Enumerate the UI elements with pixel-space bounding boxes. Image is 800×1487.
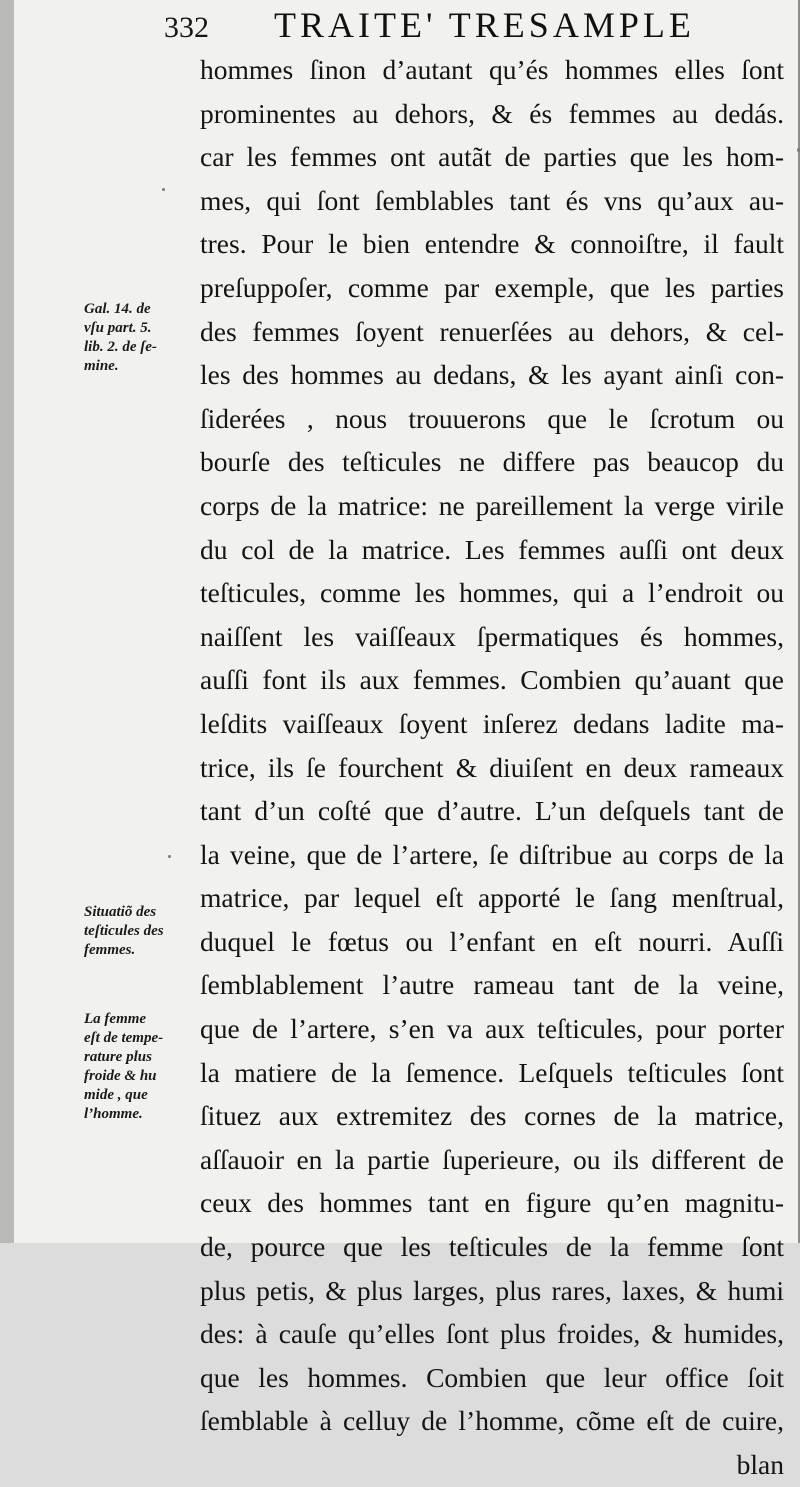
text-line: ſemblable à celluy de l’homme, cõme eſt de cuire, (200, 1405, 784, 1437)
margin-note-line: mide , que (84, 1087, 148, 1103)
margin-note-line: rature plus (84, 1049, 152, 1065)
text-line: ſemblablement l’autre rameau tant de la veine, (200, 969, 784, 1001)
text-line: la matiere de la ſemence. Leſquels teſticules ſont (200, 1056, 784, 1088)
body-text (200, 48, 784, 1487)
text-line: que de l’artere, s’en va aux teſticules, pour porter (200, 1013, 784, 1045)
margin-note-testicle-situation (84, 903, 196, 960)
margin-note-line: froide & hu (84, 1068, 157, 1084)
text-line: duquel le fœtus ou l’enfant en eſt nourri. Auſſi (200, 925, 784, 957)
text-line: mes, qui ſont ſemblables tant és vns qu’aux au- (200, 184, 784, 216)
text-line: preſuppoſer, comme par exemple, que les parties (200, 271, 784, 303)
margin-note-line: teſticules des (84, 923, 164, 939)
margin-note-line: vſu part. 5. (84, 320, 152, 336)
margin-note-line: lib. 2. de ſe- (84, 339, 157, 355)
text-line: ſiderées , nous trouuerons que le ſcrotum ou (200, 402, 784, 434)
text-line: des femmes ſoyent renuerſées au dehors, & cel- (200, 315, 784, 347)
text-line: ſituez aux extremitez des cornes de la matrice, (200, 1100, 784, 1132)
text-line: prominentes au dehors, & és femmes au dedás. (200, 97, 784, 129)
margin-note-galen-reference (84, 300, 196, 376)
text-line: tres. Pour le bien entendre & connoiſtre, il fault (200, 228, 784, 260)
page-header (164, 4, 784, 54)
text-line: les des hommes au dedans, & les ayant ainſi con- (200, 359, 784, 391)
text-line: trice, ils ſe fourchent & diuiſent en deux rameaux (200, 751, 784, 783)
margin-note-line: Gal. 14. de (84, 301, 151, 317)
margin-note-female-temperature (84, 1010, 196, 1124)
text-line: auſſi font ils aux femmes. Combien qu’auant que (200, 664, 784, 696)
text-line: des: à cauſe qu’elles ſont plus froides, & humides, (200, 1318, 784, 1350)
ink-speck (168, 855, 171, 858)
text-line: bourſe des teſticules ne differe pas beaucop du (200, 446, 784, 478)
margin-note-line: La femme (84, 1011, 147, 1027)
text-line: corps de la matrice: ne pareillement la verge virile (200, 489, 784, 521)
text-line: aſſauoir en la partie ſuperieure, ou ils different de (200, 1143, 784, 1175)
margin-note-line: eſt de tempe- (84, 1030, 164, 1046)
margin-note-line: l’homme. (84, 1106, 143, 1122)
text-line: la veine, que de l’artere, ſe diſtribue au corps de la (200, 838, 784, 870)
running-title: TRAITE' TRESAMPLE (274, 5, 695, 45)
text-line: tant d’un coſté que d’autre. L’un deſquels tant de (200, 795, 784, 827)
margin-note-line: femmes. (84, 942, 136, 958)
text-line: que les hommes. Combien que leur office ſoit (200, 1361, 784, 1393)
text-line: ceux des hommes tant en figure qu’en magnitu- (200, 1187, 784, 1219)
text-line: hommes ſinon d’autant qu’és hommes elles ſont (200, 54, 784, 85)
text-line: matrice, par lequel eſt apporté le ſang menſtrual, (200, 882, 784, 914)
text-line: teſticules, comme les hommes, qui a l’endroit ou (200, 577, 784, 609)
text-line: blan (736, 1449, 784, 1480)
text-line: plus petis, & plus larges, plus rares, laxes, & humi (200, 1274, 784, 1306)
page-number: 332 (164, 11, 209, 44)
text-line: naiſſent les vaiſſeaux ſpermatiques és hommes, (200, 620, 784, 652)
text-line: de, pource que les teſticules de la femme ſont (200, 1231, 784, 1263)
text-line: du col de la matrice. Les femmes auſſi ont deux (200, 533, 784, 565)
margin-note-line: mine. (84, 358, 119, 374)
text-line: car les femmes ont autãt de parties que les hom- (200, 141, 784, 173)
ink-speck (162, 188, 165, 191)
margin-note-line: Situatiõ des (84, 904, 157, 920)
text-line: leſdits vaiſſeaux ſoyent inſerez dedans ladite ma- (200, 707, 784, 739)
